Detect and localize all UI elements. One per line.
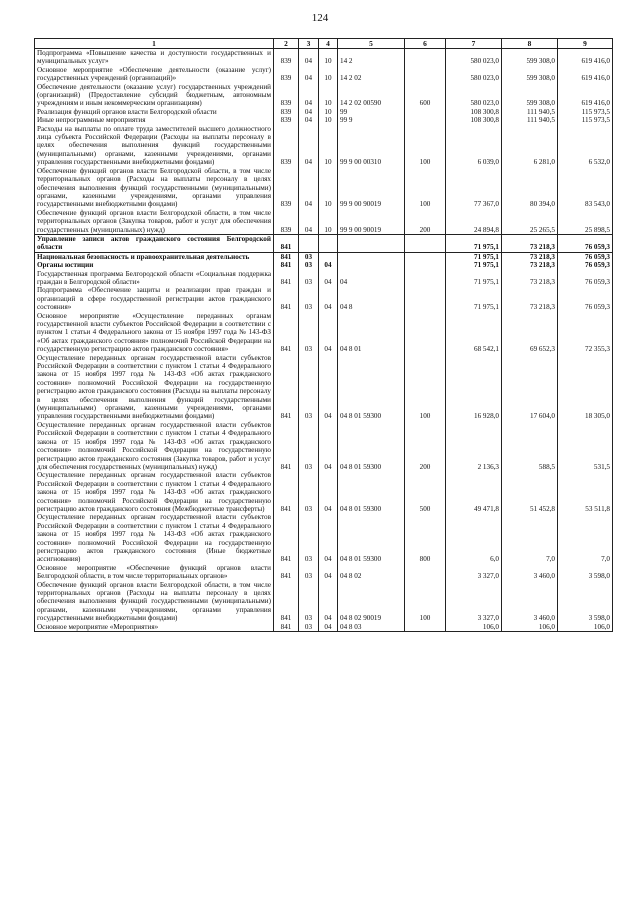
row-section-cell: 03 [299,261,319,269]
row-ministry-code-cell: 839 [274,83,299,108]
row-expense-type-cell [405,286,446,311]
row-expense-type-cell [405,623,446,632]
table-row [35,270,613,287]
row-amount-year2-cell: 588,5 [502,421,558,471]
row-expense-type-cell [405,564,446,581]
row-amount-year3-cell: 25 898,5 [558,209,613,235]
row-name-cell: Государственная программа Белгородской области «Социальная поддержка граждан в Белгородской области» [35,270,274,287]
row-target-article-cell [338,234,405,252]
row-ministry-code-cell: 841 [274,234,299,252]
row-section-cell: 04 [299,209,319,235]
row-section-cell: 04 [299,49,319,66]
row-target-article-cell [338,252,405,261]
row-name-cell: Органы юстиции [35,261,274,269]
row-amount-year3-cell: 76 059,3 [558,234,613,252]
row-expense-type-cell: 200 [405,209,446,235]
row-expense-type-cell [405,108,446,116]
row-section-cell: 03 [299,270,319,287]
row-amount-year3-cell: 531,5 [558,421,613,471]
table-row [35,49,613,66]
row-amount-year3-cell: 106,0 [558,623,613,632]
row-ministry-code-cell: 839 [274,209,299,235]
row-section-cell: 03 [299,581,319,623]
row-ministry-code-cell: 841 [274,421,299,471]
row-subsection-cell: 10 [319,108,338,116]
table-row [35,261,613,269]
row-subsection-cell: 04 [319,471,338,513]
row-amount-year2-cell: 599 308,0 [502,49,558,66]
row-name-cell: Обеспечение функций органов власти Белгородской области, в том числе территориальных органов (Закупка товаров, работ и услуг для обеспечения государственных (муниципальных) нужд) [35,209,274,235]
row-name-cell: Осуществление переданных органам государственной власти субъектов Российской Федерации в соответствии с пунктом 1 статьи 4 Федерального закона от 15 ноября 1997 года № 143-ФЗ «Об актах гражданского состояния» полномочий Российской Федерации на государственную регистрацию актов гражданского состояния (Межбюджетные трансферты) [35,471,274,513]
row-target-article-cell: 04 8 [338,286,405,311]
row-ministry-code-cell: 839 [274,49,299,66]
row-amount-year2-cell: 73 218,3 [502,252,558,261]
row-amount-year1-cell: 580 023,0 [446,66,502,83]
table-row [35,66,613,83]
row-name-cell: Расходы на выплаты по оплате труда заместителей высшего должностного лица субъекта Российской Федерации (Расходы на выплаты персоналу в целях обеспечения выполнения функций государственными (муниципальными) органами, казенными учреждениями, органами управления государственными внебюджетными фондами) [35,125,274,167]
row-subsection-cell: 04 [319,286,338,311]
row-amount-year3-cell: 76 059,3 [558,270,613,287]
row-amount-year3-cell: 83 543,0 [558,167,613,209]
row-amount-year3-cell: 53 511,8 [558,471,613,513]
row-amount-year2-cell: 111 940,5 [502,116,558,124]
row-section-cell: 04 [299,108,319,116]
row-amount-year1-cell: 71 975,1 [446,252,502,261]
row-target-article-cell: 04 8 01 [338,312,405,354]
row-target-article-cell: 04 8 01 59300 [338,421,405,471]
row-amount-year1-cell: 580 023,0 [446,83,502,108]
row-subsection-cell: 04 [319,581,338,623]
row-subsection-cell: 04 [319,354,338,421]
row-section-cell: 04 [299,125,319,167]
row-expense-type-cell: 500 [405,471,446,513]
row-subsection-cell: 04 [319,513,338,563]
row-section-cell: 03 [299,312,319,354]
row-target-article-cell [338,261,405,269]
row-target-article-cell: 99 [338,108,405,116]
row-target-article-cell: 04 8 01 59300 [338,513,405,563]
row-target-article-cell: 99 9 00 90019 [338,209,405,235]
row-name-cell: Основное мероприятие «Осуществление переданных органам государственной власти субъектов Российской Федерации в соответствии с пунктом 1 статьи 4 Федерального закона от 15 ноября 1997 года № 143-ФЗ «Об актах гражданского состояния» полномочий Российской Федерации на государственную регистрацию актов гражданского состояния» [35,312,274,354]
row-amount-year3-cell: 76 059,3 [558,286,613,311]
table-row [35,234,613,252]
row-amount-year3-cell: 7,0 [558,513,613,563]
row-section-cell: 03 [299,564,319,581]
row-name-cell: Подпрограмма «Повышение качества и доступности государственных и муниципальных услуг» [35,49,274,66]
row-amount-year1-cell: 71 975,1 [446,286,502,311]
table-row [35,167,613,209]
row-ministry-code-cell: 841 [274,581,299,623]
row-amount-year3-cell: 619 416,0 [558,66,613,83]
row-section-cell [299,234,319,252]
row-amount-year1-cell: 580 023,0 [446,49,502,66]
row-ministry-code-cell: 841 [274,623,299,632]
row-amount-year1-cell: 3 327,0 [446,581,502,623]
row-target-article-cell: 99 9 00 00310 [338,125,405,167]
row-amount-year3-cell: 76 059,3 [558,252,613,261]
row-amount-year3-cell: 619 416,0 [558,49,613,66]
row-ministry-code-cell: 841 [274,471,299,513]
row-ministry-code-cell: 839 [274,125,299,167]
table-row [35,513,613,563]
row-ministry-code-cell: 839 [274,108,299,116]
row-section-cell: 03 [299,513,319,563]
row-target-article-cell: 14 2 02 00590 [338,83,405,108]
row-amount-year1-cell: 77 367,0 [446,167,502,209]
row-subsection-cell: 10 [319,116,338,124]
row-ministry-code-cell: 841 [274,513,299,563]
header-col-8: 8 [502,39,558,49]
row-ministry-code-cell: 841 [274,312,299,354]
row-amount-year2-cell: 599 308,0 [502,83,558,108]
table-row [35,252,613,261]
table-row [35,354,613,421]
table-row [35,471,613,513]
row-amount-year2-cell: 3 460,0 [502,564,558,581]
row-subsection-cell: 10 [319,167,338,209]
row-ministry-code-cell: 839 [274,116,299,124]
row-ministry-code-cell: 841 [274,252,299,261]
row-amount-year1-cell: 108 300,8 [446,116,502,124]
row-expense-type-cell: 800 [405,513,446,563]
row-ministry-code-cell: 841 [274,354,299,421]
table-row [35,108,613,116]
row-amount-year3-cell: 76 059,3 [558,261,613,269]
table-body [35,49,613,632]
row-amount-year2-cell: 73 218,3 [502,286,558,311]
row-subsection-cell: 04 [319,421,338,471]
row-amount-year1-cell: 3 327,0 [446,564,502,581]
row-subsection-cell [319,234,338,252]
row-amount-year1-cell: 24 894,8 [446,209,502,235]
row-section-cell: 04 [299,66,319,83]
row-amount-year1-cell: 108 300,8 [446,108,502,116]
row-target-article-cell: 04 8 01 59300 [338,354,405,421]
row-name-cell: Осуществление переданных органам государственной власти субъектов Российской Федерации в соответствии с пунктом 1 статьи 4 Федерального закона от 15 ноября 1997 года № 143-ФЗ «Об актах гражданского состояния» полномочий Российской Федерации на государственную регистрацию актов гражданского состояния (Закупка товаров, работ и услуг для обеспечения государственных (муниципальных) нужд) [35,421,274,471]
row-section-cell: 04 [299,83,319,108]
row-target-article-cell: 99 9 00 90019 [338,167,405,209]
row-amount-year3-cell: 115 973,5 [558,116,613,124]
row-amount-year2-cell: 51 452,8 [502,471,558,513]
row-subsection-cell: 10 [319,125,338,167]
row-amount-year3-cell: 72 355,3 [558,312,613,354]
row-ministry-code-cell: 841 [274,564,299,581]
table-row [35,116,613,124]
row-subsection-cell: 10 [319,66,338,83]
row-section-cell: 03 [299,252,319,261]
row-amount-year3-cell: 115 973,5 [558,108,613,116]
row-name-cell: Управление записи актов гражданского состояния Белгородской области [35,234,274,252]
row-amount-year2-cell: 3 460,0 [502,581,558,623]
row-ministry-code-cell: 839 [274,66,299,83]
row-expense-type-cell [405,49,446,66]
row-expense-type-cell [405,116,446,124]
row-expense-type-cell: 600 [405,83,446,108]
row-target-article-cell: 04 8 02 90019 [338,581,405,623]
row-expense-type-cell [405,270,446,287]
table-row [35,125,613,167]
row-subsection-cell: 04 [319,261,338,269]
row-expense-type-cell: 200 [405,421,446,471]
row-expense-type-cell [405,252,446,261]
header-col-7: 7 [446,39,502,49]
row-amount-year2-cell: 73 218,3 [502,270,558,287]
row-amount-year3-cell: 619 416,0 [558,83,613,108]
row-section-cell: 03 [299,471,319,513]
row-name-cell: Осуществление переданных органам государственной власти субъектов Российской Федерации в соответствии с пунктом 1 статьи 4 Федерального закона от 15 ноября 1997 года № 143-ФЗ «Об актах гражданского состояния» полномочий Российской Федерации на государственную регистрацию актов гражданского состояния (Расходы на выплаты персоналу в целях обеспечения выполнения функций государственными (муниципальными) органами, казенными учреждениями, органами управления государственными внебюджетными фондами) [35,354,274,421]
row-expense-type-cell [405,312,446,354]
table-row [35,623,613,632]
table-header-row [35,39,613,49]
row-section-cell: 03 [299,623,319,632]
row-amount-year2-cell: 17 604,0 [502,354,558,421]
row-amount-year3-cell: 3 598,0 [558,581,613,623]
row-amount-year1-cell: 16 928,0 [446,354,502,421]
row-amount-year1-cell: 71 975,1 [446,261,502,269]
row-section-cell: 04 [299,116,319,124]
row-target-article-cell: 04 8 02 [338,564,405,581]
header-col-6: 6 [405,39,446,49]
row-ministry-code-cell: 841 [274,261,299,269]
header-col-1: 1 [35,39,274,49]
row-amount-year2-cell: 599 308,0 [502,66,558,83]
row-subsection-cell: 10 [319,83,338,108]
row-subsection-cell: 10 [319,209,338,235]
row-amount-year1-cell: 68 542,1 [446,312,502,354]
row-target-article-cell: 04 [338,270,405,287]
table-row [35,286,613,311]
row-amount-year2-cell: 25 265,5 [502,209,558,235]
row-amount-year3-cell: 6 532,0 [558,125,613,167]
row-name-cell: Осуществление переданных органам государственной власти субъектов Российской Федерации в соответствии с пунктом 1 статьи 4 Федерального закона от 15 ноября 1997 года № 143-ФЗ «Об актах гражданского состояния» полномочий Российской Федерации на государственную регистрацию актов гражданского состояния (Иные бюджетные ассигнования) [35,513,274,563]
header-col-4: 4 [319,39,338,49]
row-name-cell: Основное мероприятие «Мероприятия» [35,623,274,632]
row-amount-year1-cell: 2 136,3 [446,421,502,471]
row-name-cell: Основное мероприятие «Обеспечение деятельности (оказание услуг) государственных учреждений (организаций)» [35,66,274,83]
budget-table [34,38,613,632]
row-name-cell: Иные непрограммные мероприятия [35,116,274,124]
row-name-cell: Основное мероприятие «Обеспечение функций органов власти Белгородской области, в том числе территориальных органов» [35,564,274,581]
row-expense-type-cell [405,66,446,83]
header-col-9: 9 [558,39,613,49]
header-col-3: 3 [299,39,319,49]
row-ministry-code-cell: 841 [274,286,299,311]
row-amount-year1-cell: 49 471,8 [446,471,502,513]
table-row [35,312,613,354]
row-expense-type-cell: 100 [405,581,446,623]
row-amount-year1-cell: 6,0 [446,513,502,563]
row-amount-year2-cell: 69 652,3 [502,312,558,354]
header-col-5: 5 [338,39,405,49]
row-amount-year1-cell: 6 039,0 [446,125,502,167]
row-target-article-cell: 04 8 01 59300 [338,471,405,513]
row-section-cell: 04 [299,167,319,209]
row-amount-year1-cell: 71 975,1 [446,270,502,287]
row-subsection-cell: 04 [319,312,338,354]
table-row [35,209,613,235]
row-amount-year2-cell: 73 218,3 [502,234,558,252]
row-amount-year2-cell: 106,0 [502,623,558,632]
table-row [35,564,613,581]
row-name-cell: Национальная безопасность и правоохранительная деятельность [35,252,274,261]
row-target-article-cell: 14 2 02 [338,66,405,83]
row-expense-type-cell [405,234,446,252]
row-amount-year2-cell: 73 218,3 [502,261,558,269]
row-subsection-cell [319,252,338,261]
row-name-cell: Обеспечение функций органов власти Белгородской области, в том числе территориальных органов (Расходы на выплаты персоналу в целях обеспечения выполнения функций государственными (муниципальными) органами, казенными учреждениями, органами управления государственными внебюджетными фондами) [35,581,274,623]
row-name-cell: Обеспечение деятельности (оказание услуг) государственных учреждений (организаций) (Предоставление субсидий бюджетным, автономным учреждениям и иным некоммерческим организациям) [35,83,274,108]
row-name-cell: Обеспечение функций органов власти Белгородской области, в том числе территориальных органов (Расходы на выплаты персоналу в целях обеспечения выполнения функций государственными (муниципальными) органами, казенными учреждениями, органами управления государственными внебюджетными фондами) [35,167,274,209]
row-amount-year1-cell: 106,0 [446,623,502,632]
row-expense-type-cell: 100 [405,167,446,209]
page-number: 124 [311,12,329,24]
row-section-cell: 03 [299,354,319,421]
row-amount-year2-cell: 111 940,5 [502,108,558,116]
row-name-cell: Реализация функций органов власти Белгородской области [35,108,274,116]
row-amount-year3-cell: 3 598,0 [558,564,613,581]
row-amount-year1-cell: 71 975,1 [446,234,502,252]
table-row [35,83,613,108]
row-ministry-code-cell: 841 [274,270,299,287]
row-ministry-code-cell: 839 [274,167,299,209]
row-subsection-cell: 04 [319,564,338,581]
row-amount-year2-cell: 80 394,0 [502,167,558,209]
row-expense-type-cell [405,261,446,269]
table-row [35,581,613,623]
row-target-article-cell: 04 8 03 [338,623,405,632]
row-target-article-cell: 14 2 [338,49,405,66]
row-subsection-cell: 04 [319,623,338,632]
row-section-cell: 03 [299,286,319,311]
row-amount-year3-cell: 18 305,0 [558,354,613,421]
row-amount-year2-cell: 6 281,0 [502,125,558,167]
row-expense-type-cell: 100 [405,354,446,421]
row-target-article-cell: 99 9 [338,116,405,124]
row-section-cell: 03 [299,421,319,471]
row-amount-year2-cell: 7,0 [502,513,558,563]
table-row [35,421,613,471]
row-subsection-cell: 10 [319,49,338,66]
row-expense-type-cell: 100 [405,125,446,167]
row-subsection-cell: 04 [319,270,338,287]
row-name-cell: Подпрограмма «Обеспечение защиты и реализации прав граждан и организаций в сфере государственной регистрации актов гражданского состояния» [35,286,274,311]
header-col-2: 2 [274,39,299,49]
